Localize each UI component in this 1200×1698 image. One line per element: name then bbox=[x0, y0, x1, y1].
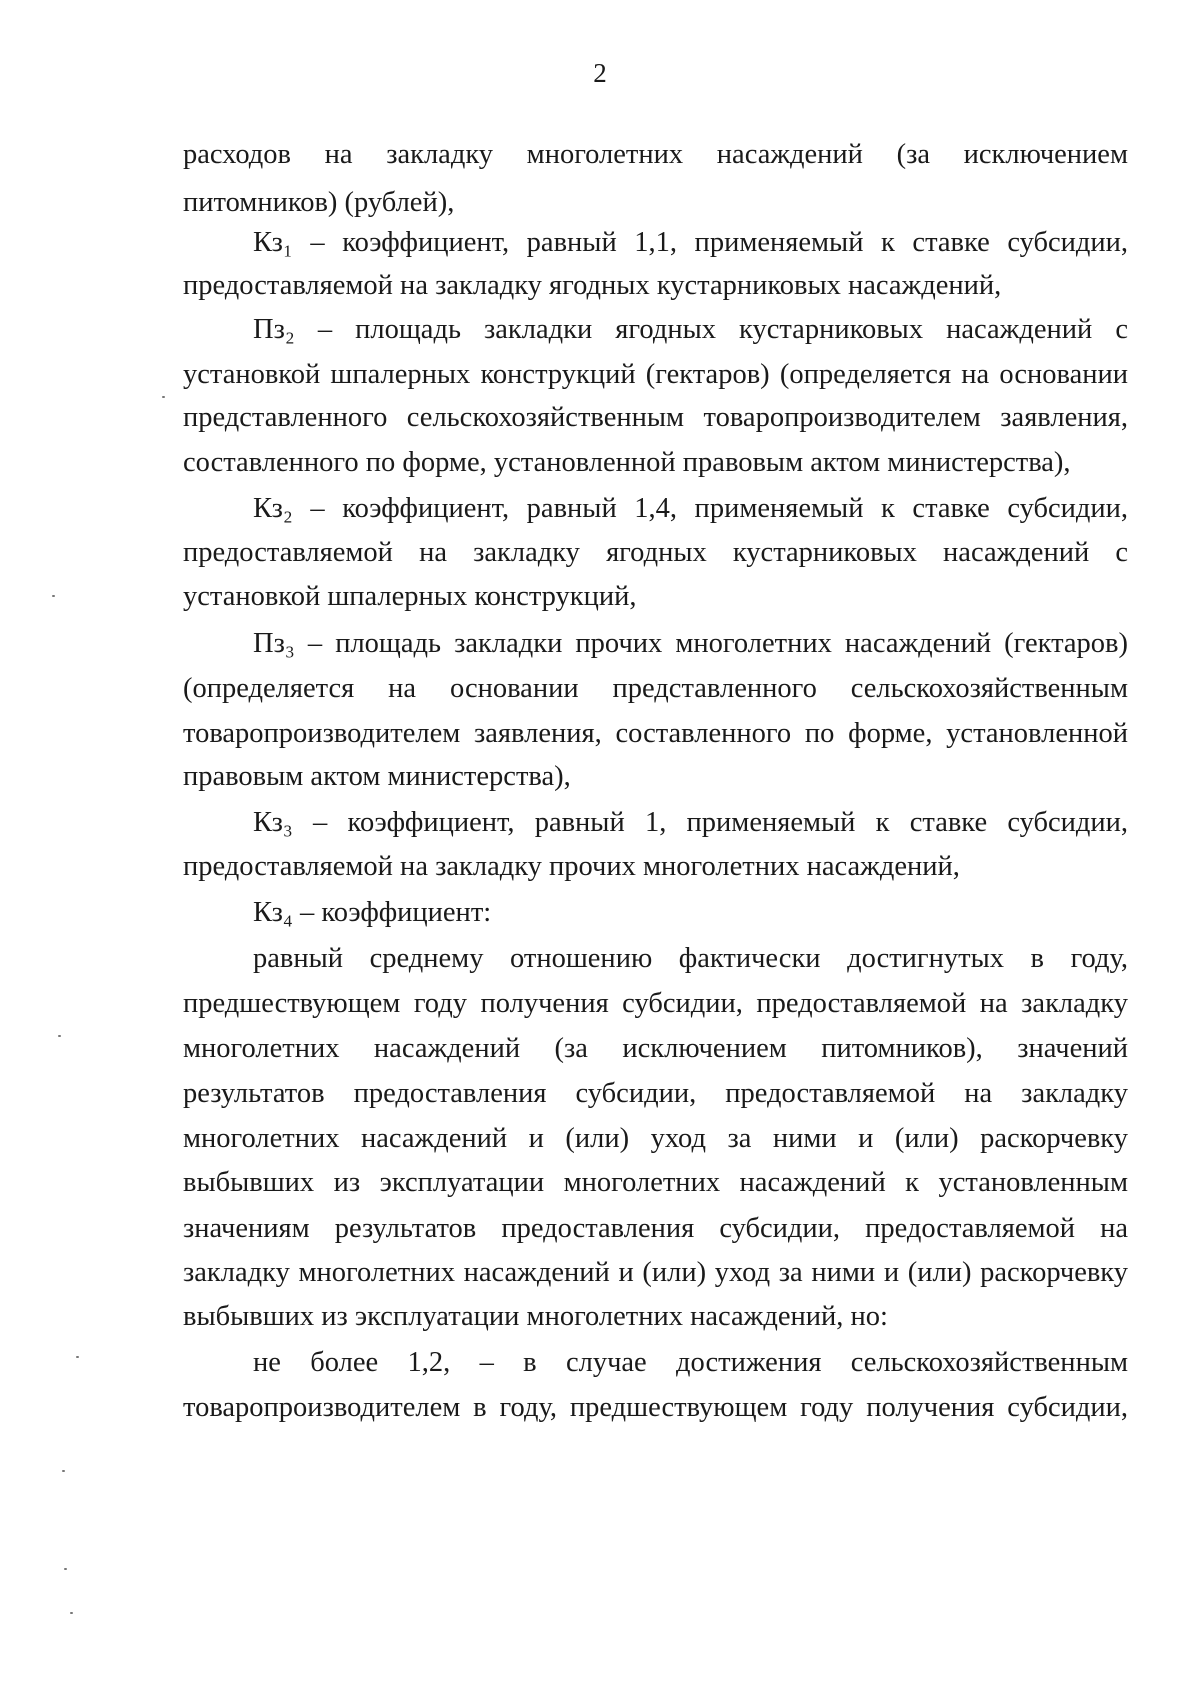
text-line: питомников) (рублей), bbox=[183, 187, 455, 218]
text-line: Кз₄ – коэффициент: bbox=[253, 897, 492, 928]
text-line: предоставляемой на закладку прочих многолетних насаждений, bbox=[183, 851, 960, 882]
scan-dot bbox=[76, 1356, 79, 1358]
text-line: предшествующем году получения субсидии, предоставляемой на закладку bbox=[183, 988, 1128, 1019]
text-line: установкой шпалерных конструкций (гектаров) (определяется на основании bbox=[183, 359, 1128, 390]
text-line: равный среднему отношению фактически достигнутых в году, bbox=[253, 943, 1128, 974]
text-line: не более 1,2, – в случае достижения сельскохозяйственным bbox=[253, 1347, 1128, 1378]
text-line: правовым актом министерства), bbox=[183, 761, 571, 792]
text-line: товаропроизводителем в году, предшествующем году получения субсидии, bbox=[183, 1392, 1128, 1423]
scan-dot bbox=[162, 396, 165, 398]
text-line: выбывших из эксплуатации многолетних насаждений, но: bbox=[183, 1301, 888, 1332]
text-line: Пз₃ – площадь закладки прочих многолетних насаждений (гектаров) bbox=[253, 628, 1128, 659]
text-line: составленного по форме, установленной правовым актом министерства), bbox=[183, 447, 1071, 478]
text-line: представленного сельскохозяйственным товаропроизводителем заявления, bbox=[183, 402, 1128, 433]
text-line: значениям результатов предоставления субсидии, предоставляемой на bbox=[183, 1213, 1128, 1244]
text-line: установкой шпалерных конструкций, bbox=[183, 581, 637, 612]
scan-dot bbox=[64, 1568, 67, 1570]
text-line: закладку многолетних насаждений и (или) уход за ними и (или) раскорчевку bbox=[183, 1257, 1128, 1288]
text-line: Кз₃ – коэффициент, равный 1, применяемый к ставке субсидии, bbox=[253, 807, 1128, 838]
scan-dot bbox=[62, 1470, 65, 1472]
text-line: предоставляемой на закладку ягодных кустарниковых насаждений, bbox=[183, 270, 1002, 301]
text-line: (определяется на основании представленного сельскохозяйственным bbox=[183, 673, 1128, 704]
text-line: Пз₂ – площадь закладки ягодных кустарниковых насаждений с bbox=[253, 314, 1128, 345]
text-line: расходов на закладку многолетних насаждений (за исключением bbox=[183, 139, 1128, 170]
scan-dot bbox=[70, 1612, 73, 1614]
text-line: многолетних насаждений (за исключением питомников), значений bbox=[183, 1033, 1128, 1064]
text-line: Кз₂ – коэффициент, равный 1,4, применяемый к ставке субсидии, bbox=[253, 493, 1128, 524]
text-line: выбывших из эксплуатации многолетних насаждений к установленным bbox=[183, 1167, 1128, 1198]
text-line: предоставляемой на закладку ягодных кустарниковых насаждений с bbox=[183, 537, 1128, 568]
text-line: многолетних насаждений и (или) уход за ними и (или) раскорчевку bbox=[183, 1123, 1128, 1154]
text-line: Кз₁ – коэффициент, равный 1,1, применяемый к ставке субсидии, bbox=[253, 227, 1128, 258]
text-line: товаропроизводителем заявления, составленного по форме, установленной bbox=[183, 718, 1128, 749]
scan-dot bbox=[58, 1035, 61, 1037]
page-number: 2 bbox=[593, 58, 607, 88]
scan-dot bbox=[52, 595, 55, 597]
text-line: результатов предоставления субсидии, предоставляемой на закладку bbox=[183, 1078, 1128, 1109]
